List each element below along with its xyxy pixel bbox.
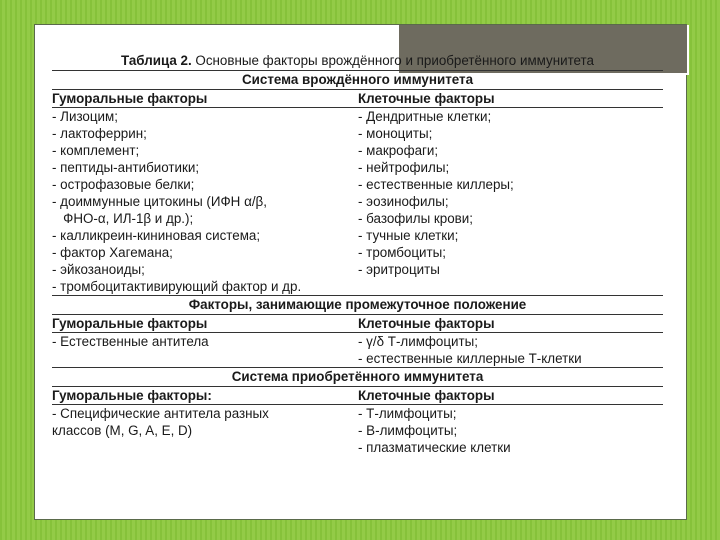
list-item: - тучные клетки; (358, 228, 459, 243)
humoral-header: Гуморальные факторы: (52, 388, 212, 403)
table-body (52, 70, 663, 456)
humoral-factors-list (52, 108, 358, 295)
list-item: - естественные киллеры; (358, 177, 514, 192)
cellular-header: Клеточные факторы (358, 388, 495, 403)
section-heading: Система врождённого иммунитета (52, 70, 663, 89)
list-item: - пептиды-антибиотики; (52, 160, 200, 175)
list-item: - Дендритные клетки; (358, 109, 492, 124)
factor-columns (52, 333, 663, 367)
humoral-header: Гуморальные факторы (52, 91, 208, 106)
humoral-factors-list (52, 333, 358, 367)
list-item: ФНО-α, ИЛ-1β и др.); (52, 211, 194, 226)
list-item: - γ/δ Т-лимфоциты; (358, 334, 478, 349)
list-item: - тромбоцитактивирующий фактор и др. (52, 279, 302, 294)
column-headers (52, 89, 663, 108)
list-item: - лактоферрин; (52, 126, 147, 141)
list-item: - Т-лимфоциты; (358, 406, 457, 421)
cellular-factors-list (358, 108, 663, 295)
table-title (52, 52, 663, 70)
list-item: - макрофаги; (358, 143, 439, 158)
list-item: - эйкозаноиды; (52, 262, 145, 277)
list-item: - эозинофилы; (358, 194, 449, 209)
section-heading: Факторы, занимающие промежуточное положение (52, 295, 663, 314)
list-item: - плазматические клетки (358, 440, 511, 455)
list-item: - Лизоцим; (52, 109, 118, 124)
list-item: - острофазовые белки; (52, 177, 195, 192)
list-item: - эритроциты (358, 262, 440, 277)
humoral-header: Гуморальные факторы (52, 316, 208, 331)
list-item: - комплемент; (52, 143, 140, 158)
list-item: - естественные киллерные Т-клетки (358, 351, 582, 366)
list-item: - доиммунные цитокины (ИФН α/β, (52, 194, 267, 209)
list-item: - тромбоциты; (358, 245, 447, 260)
column-headers (52, 314, 663, 333)
list-item: - В-лимфоциты; (358, 423, 458, 438)
list-item: - нейтрофилы; (358, 160, 450, 175)
list-item: - моноциты; (358, 126, 433, 141)
cellular-header: Клеточные факторы (358, 316, 495, 331)
factor-columns (52, 108, 663, 295)
cellular-factors-list (358, 333, 663, 367)
list-item: классов (M, G, A, E, D) (52, 423, 193, 438)
section-heading: Система приобретённого иммунитета (52, 367, 663, 386)
immunity-table (52, 52, 663, 456)
table-caption: Основные факторы врождённого и приобретённого иммунитета (195, 53, 594, 68)
list-item: - фактор Хагемана; (52, 245, 173, 260)
table-number: Таблица 2. (120, 53, 192, 68)
list-item: - базофилы крови; (358, 211, 473, 226)
list-item: - Специфические антитела разных (52, 406, 269, 421)
column-headers (52, 386, 663, 405)
cellular-factors-list (358, 405, 663, 456)
list-item: - Естественные антитела (52, 334, 209, 349)
humoral-factors-list (52, 405, 358, 456)
list-item: - калликреин-кининовая система; (52, 228, 261, 243)
cellular-header: Клеточные факторы (358, 91, 495, 106)
factor-columns (52, 405, 663, 456)
